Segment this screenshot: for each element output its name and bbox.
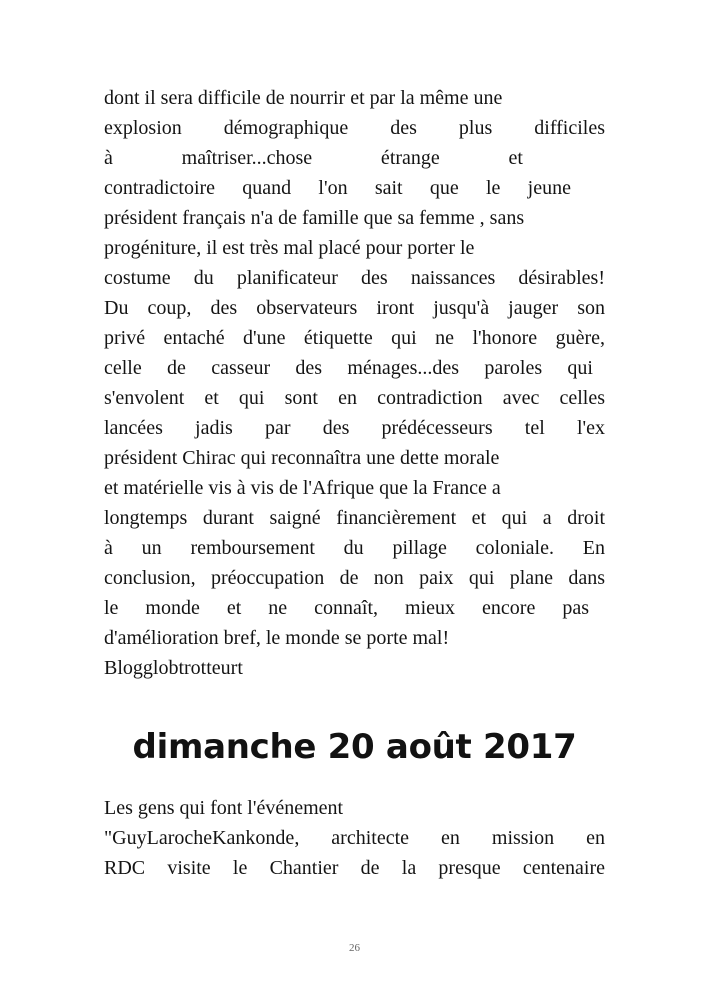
text-line: explosion démographique des plus difficiles bbox=[104, 117, 605, 139]
body-paragraph-2 bbox=[104, 793, 605, 883]
text-line: et matérielle vis à vis de l'Afrique que la France a bbox=[104, 477, 501, 499]
text-line: à maîtriser...chose étrange et bbox=[104, 147, 523, 169]
text-line: président français n'a de famille que sa femme , sans bbox=[104, 207, 525, 229]
body-paragraph-1 bbox=[104, 83, 605, 683]
page-number: 26 bbox=[349, 942, 360, 954]
text-line: celle de casseur des ménages...des paroles qui bbox=[104, 357, 593, 379]
text-line: costume du planificateur des naissances désirables! bbox=[104, 267, 605, 289]
text-line: s'envolent et qui sont en contradiction avec celles bbox=[104, 387, 605, 409]
text-line: d'amélioration bref, le monde se porte mal! bbox=[104, 627, 450, 649]
post-date-heading: dimanche 20 août 2017 bbox=[132, 727, 577, 767]
text-line: lancées jadis par des prédécesseurs tel l'ex bbox=[104, 417, 605, 439]
text-line: longtemps durant saigné financièrement et qui a droit bbox=[104, 507, 605, 529]
text-line: "GuyLarocheKankonde, architecte en mission en bbox=[104, 827, 605, 849]
text-line: Blogglobtrotteurt bbox=[104, 657, 243, 679]
text-line: progéniture, il est très mal placé pour porter le bbox=[104, 237, 475, 259]
text-line: conclusion, préoccupation de non paix qui plane dans bbox=[104, 567, 605, 589]
text-line: à un remboursement du pillage coloniale. En bbox=[104, 537, 605, 559]
text-line: contradictoire quand l'on sait que le jeune bbox=[104, 177, 571, 199]
text-line: Les gens qui font l'événement bbox=[104, 797, 344, 819]
text-line: Du coup, des observateurs iront jusqu'à jauger son bbox=[104, 297, 605, 319]
text-line: privé entaché d'une étiquette qui ne l'honore guère, bbox=[104, 327, 605, 349]
text-line: RDC visite le Chantier de la presque centenaire bbox=[104, 857, 605, 879]
text-line: le monde et ne connaît, mieux encore pas bbox=[104, 597, 589, 619]
text-line: président Chirac qui reconnaîtra une dette morale bbox=[104, 447, 500, 469]
text-line: dont il sera difficile de nourrir et par la même une bbox=[104, 87, 503, 109]
